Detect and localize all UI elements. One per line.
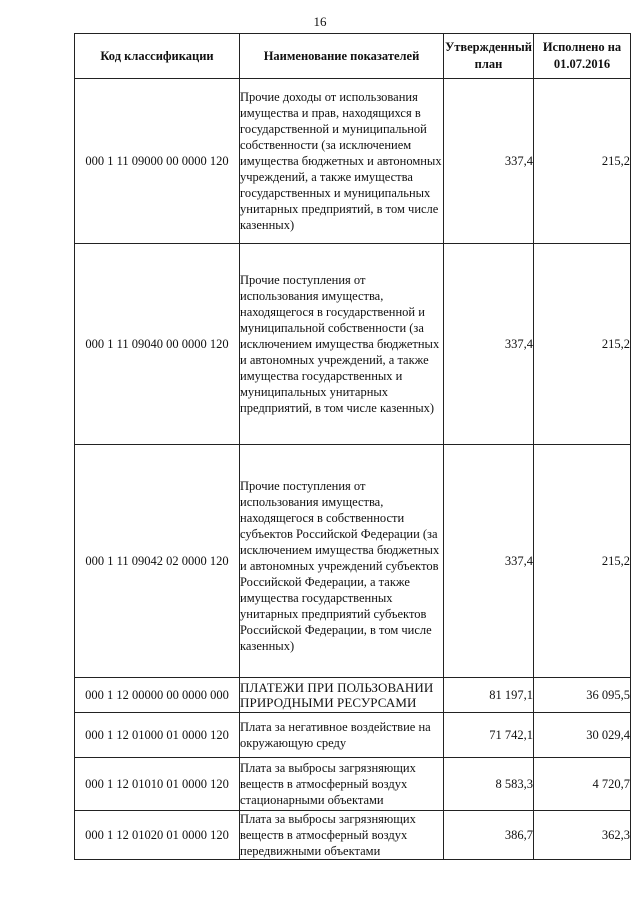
row-name: Плата за негативное воздействие на окружающую среду [240, 713, 444, 758]
row-executed: 36 095,5 [534, 678, 631, 713]
row-executed: 215,2 [534, 244, 631, 445]
page-number: 16 [313, 14, 327, 29]
budget-table [74, 33, 631, 860]
row-code: 000 1 11 09040 00 0000 120 [75, 244, 240, 445]
row-name: Плата за выбросы загрязняющих веществ в атмосферный воздух стационарными объектами [240, 758, 444, 811]
header-executed: Исполнено на 01.07.2016 [534, 34, 631, 79]
row-code: 000 1 11 09000 00 0000 120 [75, 79, 240, 244]
row-name: Прочие поступления от использования имущества, находящегося в государственной и муниципальной собственности (за исключением имущества бюджетных и автономных учреждений, а также имущества государственных и муниципальных унитарных предприятий, в том числе казенных) [240, 244, 444, 445]
row-executed: 4 720,7 [534, 758, 631, 811]
row-plan: 386,7 [444, 811, 534, 860]
row-code: 000 1 12 00000 00 0000 000 [75, 678, 240, 713]
header-name: Наименование показателей [240, 34, 444, 79]
row-executed: 215,2 [534, 445, 631, 678]
row-code: 000 1 12 01010 01 0000 120 [75, 758, 240, 811]
header-plan: Утвержденный план [444, 34, 534, 79]
header-code: Код классификации [75, 34, 240, 79]
table-header-row [75, 34, 631, 79]
row-code: 000 1 11 09042 02 0000 120 [75, 445, 240, 678]
row-plan: 337,4 [444, 445, 534, 678]
table-row [75, 445, 631, 678]
row-plan: 81 197,1 [444, 678, 534, 713]
row-executed: 362,3 [534, 811, 631, 860]
row-name: Плата за выбросы загрязняющих веществ в атмосферный воздух передвижными объектами [240, 811, 444, 860]
row-plan: 337,4 [444, 79, 534, 244]
row-code: 000 1 12 01020 01 0000 120 [75, 811, 240, 860]
row-plan: 8 583,3 [444, 758, 534, 811]
row-code: 000 1 12 01000 01 0000 120 [75, 713, 240, 758]
row-name: Прочие доходы от использования имущества и прав, находящихся в государственной и муниципальной собственности (за исключением имущества бюджетных и автономных учреждений, а также имущества государственных и муниципальных унитарных предприятий, в том числе казенных) [240, 79, 444, 244]
row-executed: 30 029,4 [534, 713, 631, 758]
table-row [75, 758, 631, 811]
table-row [75, 79, 631, 244]
table-row [75, 244, 631, 445]
row-name: Прочие поступления от использования имущества, находящегося в собственности субъектов Российской Федерации (за исключением имущества бюджетных и автономных учреждений субъектов Российской Федерации, а также имущества государственных унитарных предприятий субъектов Российской Федерации, в том числе казенных) [240, 445, 444, 678]
table-row [75, 678, 631, 713]
row-plan: 337,4 [444, 244, 534, 445]
row-executed: 215,2 [534, 79, 631, 244]
row-name: ПЛАТЕЖИ ПРИ ПОЛЬЗОВАНИИ ПРИРОДНЫМИ РЕСУРСАМИ [240, 678, 444, 713]
table-row [75, 811, 631, 860]
row-plan: 71 742,1 [444, 713, 534, 758]
table-row [75, 713, 631, 758]
